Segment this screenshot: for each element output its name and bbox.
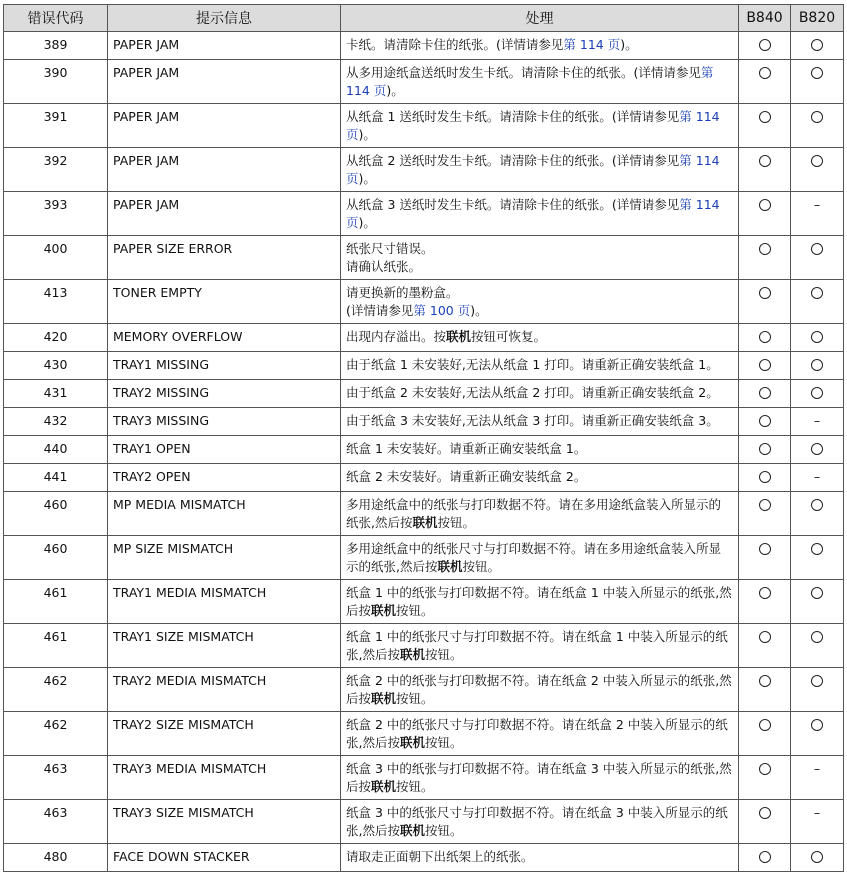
b840-support-cell [739,352,791,380]
action-text: 按钮。 [425,823,463,838]
action-cell [341,800,739,844]
action-text: 出现内存溢出。按 [346,329,447,344]
b820-support-cell [791,464,844,492]
supported-circle-icon [811,387,823,399]
supported-circle-icon [759,851,771,863]
header-b840: B840 [739,5,791,32]
supported-circle-icon [811,243,823,255]
action-text: 纸盒 2 中的纸张尺寸与打印数据不符。请在纸盒 2 中装入所显示的纸张,然后按 [346,717,728,750]
b840-support-cell [739,668,791,712]
b840-support-cell [739,148,791,192]
supported-circle-icon [759,415,771,427]
action-text: (详情请参见 [346,303,414,318]
b840-support-cell [739,844,791,872]
message-cell: TRAY1 MISSING [108,352,341,380]
action-cell [341,60,739,104]
supported-circle-icon [811,675,823,687]
not-supported-dash: – [813,761,821,776]
message-cell: MEMORY OVERFLOW [108,324,341,352]
page-reference-link[interactable]: 第 114 页 [346,109,720,142]
action-cell [341,236,739,280]
b840-support-cell [739,712,791,756]
error-code-cell: 441 [4,464,108,492]
action-text: 按钮。 [437,515,476,530]
error-code-cell: 463 [4,756,108,800]
online-button-label: 联机 [371,603,397,618]
table-row [4,192,844,236]
supported-circle-icon [759,111,771,123]
not-supported-dash: – [813,469,821,484]
action-text: )。 [386,83,404,98]
table-row [4,580,844,624]
action-text: )。 [470,303,488,318]
message-cell: PAPER JAM [108,104,341,148]
table-row [4,280,844,324]
message-cell: TRAY1 SIZE MISMATCH [108,624,341,668]
b820-support-cell [791,324,844,352]
error-code-cell: 430 [4,352,108,380]
action-text: )。 [358,127,376,142]
error-code-table [3,4,844,872]
supported-circle-icon [759,39,771,51]
message-cell: PAPER JAM [108,192,341,236]
action-text: 纸盒 3 中的纸张尺寸与打印数据不符。请在纸盒 3 中装入所显示的纸张,然后按 [346,805,728,838]
message-cell: TRAY3 SIZE MISMATCH [108,800,341,844]
error-code-cell: 413 [4,280,108,324]
error-code-cell: 392 [4,148,108,192]
action-text: 从多用途纸盒送纸时发生卡纸。请清除卡住的纸张。(详情请参见 [346,65,701,80]
action-text: 按钮。 [425,735,463,750]
message-cell: PAPER SIZE ERROR [108,236,341,280]
page-reference-link[interactable]: 第 114 页 [346,153,720,186]
table-row [4,844,844,872]
action-cell [341,844,739,872]
action-cell [341,536,739,580]
table-row [4,436,844,464]
action-text: 从纸盒 3 送纸时发生卡纸。请清除卡住的纸张。(详情请参见 [346,197,680,212]
message-cell: TRAY3 MISSING [108,408,341,436]
header-b820: B820 [791,5,844,32]
action-text: 从纸盒 1 送纸时发生卡纸。请清除卡住的纸张。(详情请参见 [346,109,680,124]
error-code-cell: 461 [4,580,108,624]
b820-support-cell [791,148,844,192]
supported-circle-icon [759,807,771,819]
b840-support-cell [739,192,791,236]
action-text: 由于纸盒 2 未安装好,无法从纸盒 2 打印。请重新正确安装纸盒 2。 [346,385,719,400]
message-cell: TRAY2 MISSING [108,380,341,408]
action-cell [341,380,739,408]
b820-support-cell [791,668,844,712]
action-text: 纸盒 1 未安装好。请重新正确安装纸盒 1。 [346,441,587,456]
error-code-cell: 432 [4,408,108,436]
action-cell [341,436,739,464]
online-button-label: 联机 [371,691,397,706]
action-cell [341,624,739,668]
b840-support-cell [739,580,791,624]
supported-circle-icon [811,443,823,455]
table-row [4,492,844,536]
b840-support-cell [739,492,791,536]
b820-support-cell [791,192,844,236]
supported-circle-icon [759,471,771,483]
b840-support-cell [739,380,791,408]
online-button-label: 联机 [412,515,438,530]
b820-support-cell [791,408,844,436]
table-row [4,60,844,104]
b820-support-cell [791,280,844,324]
table-row [4,352,844,380]
b820-support-cell [791,756,844,800]
action-text: 由于纸盒 1 未安装好,无法从纸盒 1 打印。请重新正确安装纸盒 1。 [346,357,719,372]
action-text: 按钮。 [396,603,434,618]
supported-circle-icon [811,499,823,511]
action-text: 多用途纸盒中的纸张尺寸与打印数据不符。请在多用途纸盒装入所显示的纸张,然后按 [346,541,722,574]
b820-support-cell [791,624,844,668]
error-code-cell: 480 [4,844,108,872]
error-code-cell: 462 [4,712,108,756]
b820-support-cell [791,104,844,148]
message-cell: TRAY3 MEDIA MISMATCH [108,756,341,800]
supported-circle-icon [811,67,823,79]
table-row [4,32,844,60]
b820-support-cell [791,712,844,756]
message-cell: MP SIZE MISMATCH [108,536,341,580]
header-error-code: 错误代码 [4,5,108,32]
action-text: 请确认纸张。 [346,259,422,274]
table-row [4,104,844,148]
supported-circle-icon [759,719,771,731]
page-reference-link[interactable]: 第 114 页 [563,37,621,52]
action-text: 多用途纸盒中的纸张与打印数据不符。请在多用途纸盒装入所显示的纸张,然后按 [346,497,722,530]
header-message: 提示信息 [108,5,341,32]
supported-circle-icon [759,631,771,643]
b840-support-cell [739,464,791,492]
b840-support-cell [739,104,791,148]
message-cell: TRAY2 OPEN [108,464,341,492]
table-body [4,32,844,872]
action-text: 按钮。 [425,647,463,662]
table-row [4,624,844,668]
b840-support-cell [739,324,791,352]
action-text: 请更换新的墨粉盒。 [346,285,459,300]
message-cell: PAPER JAM [108,60,341,104]
b840-support-cell [739,60,791,104]
supported-circle-icon [811,631,823,643]
error-code-cell: 420 [4,324,108,352]
action-text: 请取走正面朝下出纸架上的纸张。 [346,849,534,864]
error-code-cell: 400 [4,236,108,280]
supported-circle-icon [811,359,823,371]
table-row [4,712,844,756]
online-button-label: 联机 [399,823,425,838]
online-button-label: 联机 [437,559,463,574]
action-cell [341,192,739,236]
error-code-cell: 463 [4,800,108,844]
supported-circle-icon [759,199,771,211]
action-text: )。 [358,171,376,186]
b840-support-cell [739,32,791,60]
b840-support-cell [739,408,791,436]
error-code-cell: 393 [4,192,108,236]
action-text: 按钮。 [462,559,501,574]
supported-circle-icon [811,287,823,299]
not-supported-dash: – [813,805,821,820]
b820-support-cell [791,236,844,280]
b840-support-cell [739,536,791,580]
table-row [4,380,844,408]
supported-circle-icon [759,763,771,775]
supported-circle-icon [811,111,823,123]
action-text: 由于纸盒 3 未安装好,无法从纸盒 3 打印。请重新正确安装纸盒 3。 [346,413,719,428]
b840-support-cell [739,800,791,844]
supported-circle-icon [759,499,771,511]
table-header [4,5,844,32]
message-cell: FACE DOWN STACKER [108,844,341,872]
message-cell: TRAY1 MEDIA MISMATCH [108,580,341,624]
action-text: 纸盒 2 未安装好。请重新正确安装纸盒 2。 [346,469,587,484]
supported-circle-icon [759,675,771,687]
supported-circle-icon [759,155,771,167]
table-row [4,148,844,192]
supported-circle-icon [759,331,771,343]
supported-circle-icon [759,359,771,371]
action-text: 卡纸。请清除卡住的纸张。(详情请参见 [346,37,564,52]
supported-circle-icon [759,387,771,399]
online-button-label: 联机 [446,329,472,344]
supported-circle-icon [811,155,823,167]
page-reference-link[interactable]: 第 114 页 [346,65,714,98]
supported-circle-icon [811,719,823,731]
action-text: 按钮。 [396,779,434,794]
message-cell: PAPER JAM [108,148,341,192]
b820-support-cell [791,60,844,104]
online-button-label: 联机 [371,779,397,794]
action-cell [341,32,739,60]
b840-support-cell [739,236,791,280]
action-text: )。 [620,37,638,52]
table-row [4,800,844,844]
message-cell: MP MEDIA MISMATCH [108,492,341,536]
b820-support-cell [791,800,844,844]
b820-support-cell [791,380,844,408]
action-text: )。 [358,215,376,230]
message-cell: PAPER JAM [108,32,341,60]
b820-support-cell [791,580,844,624]
table-row [4,464,844,492]
message-cell: TONER EMPTY [108,280,341,324]
supported-circle-icon [759,67,771,79]
header-row [4,5,844,32]
action-text: 纸盒 1 中的纸张尺寸与打印数据不符。请在纸盒 1 中装入所显示的纸张,然后按 [346,629,728,662]
error-code-cell: 461 [4,624,108,668]
action-text: 纸盒 3 中的纸张与打印数据不符。请在纸盒 3 中装入所显示的纸张,然后按 [346,761,732,794]
supported-circle-icon [811,39,823,51]
action-text: 按钮可恢复。 [471,329,547,344]
online-button-label: 联机 [399,647,425,662]
supported-circle-icon [759,587,771,599]
error-code-cell: 460 [4,536,108,580]
error-code-cell: 460 [4,492,108,536]
b840-support-cell [739,436,791,464]
action-cell [341,352,739,380]
page-reference-link[interactable]: 第 100 页 [413,303,471,318]
supported-circle-icon [759,443,771,455]
error-code-cell: 391 [4,104,108,148]
action-cell [341,492,739,536]
b820-support-cell [791,32,844,60]
table-row [4,324,844,352]
table-row [4,668,844,712]
action-cell [341,668,739,712]
b820-support-cell [791,436,844,464]
not-supported-dash: – [813,413,821,428]
action-cell [341,104,739,148]
table-row [4,756,844,800]
action-text: 纸盒 2 中的纸张与打印数据不符。请在纸盒 2 中装入所显示的纸张,然后按 [346,673,732,706]
message-cell: TRAY2 MEDIA MISMATCH [108,668,341,712]
supported-circle-icon [811,543,823,555]
supported-circle-icon [811,851,823,863]
action-cell [341,580,739,624]
action-cell [341,324,739,352]
page-reference-link[interactable]: 第 114 页 [346,197,720,230]
supported-circle-icon [811,331,823,343]
action-text: 纸盒 1 中的纸张与打印数据不符。请在纸盒 1 中装入所显示的纸张,然后按 [346,585,732,618]
message-cell: TRAY2 SIZE MISMATCH [108,712,341,756]
table-row [4,408,844,436]
b820-support-cell [791,352,844,380]
b820-support-cell [791,536,844,580]
action-cell [341,756,739,800]
message-cell: TRAY1 OPEN [108,436,341,464]
action-cell [341,280,739,324]
error-code-cell: 390 [4,60,108,104]
action-text: 从纸盒 2 送纸时发生卡纸。请清除卡住的纸张。(详情请参见 [346,153,680,168]
action-cell [341,408,739,436]
online-button-label: 联机 [399,735,425,750]
supported-circle-icon [759,543,771,555]
error-code-cell: 440 [4,436,108,464]
supported-circle-icon [759,243,771,255]
header-action: 处理 [341,5,739,32]
action-text: 按钮。 [396,691,434,706]
b820-support-cell [791,844,844,872]
error-code-cell: 431 [4,380,108,408]
supported-circle-icon [759,287,771,299]
error-code-cell: 389 [4,32,108,60]
action-cell [341,464,739,492]
error-code-cell: 462 [4,668,108,712]
table-row [4,236,844,280]
b840-support-cell [739,756,791,800]
b840-support-cell [739,624,791,668]
action-cell [341,148,739,192]
table-row [4,536,844,580]
supported-circle-icon [811,587,823,599]
action-cell [341,712,739,756]
not-supported-dash: – [813,197,821,212]
b820-support-cell [791,492,844,536]
action-text: 纸张尺寸错误。 [346,241,434,256]
b840-support-cell [739,280,791,324]
